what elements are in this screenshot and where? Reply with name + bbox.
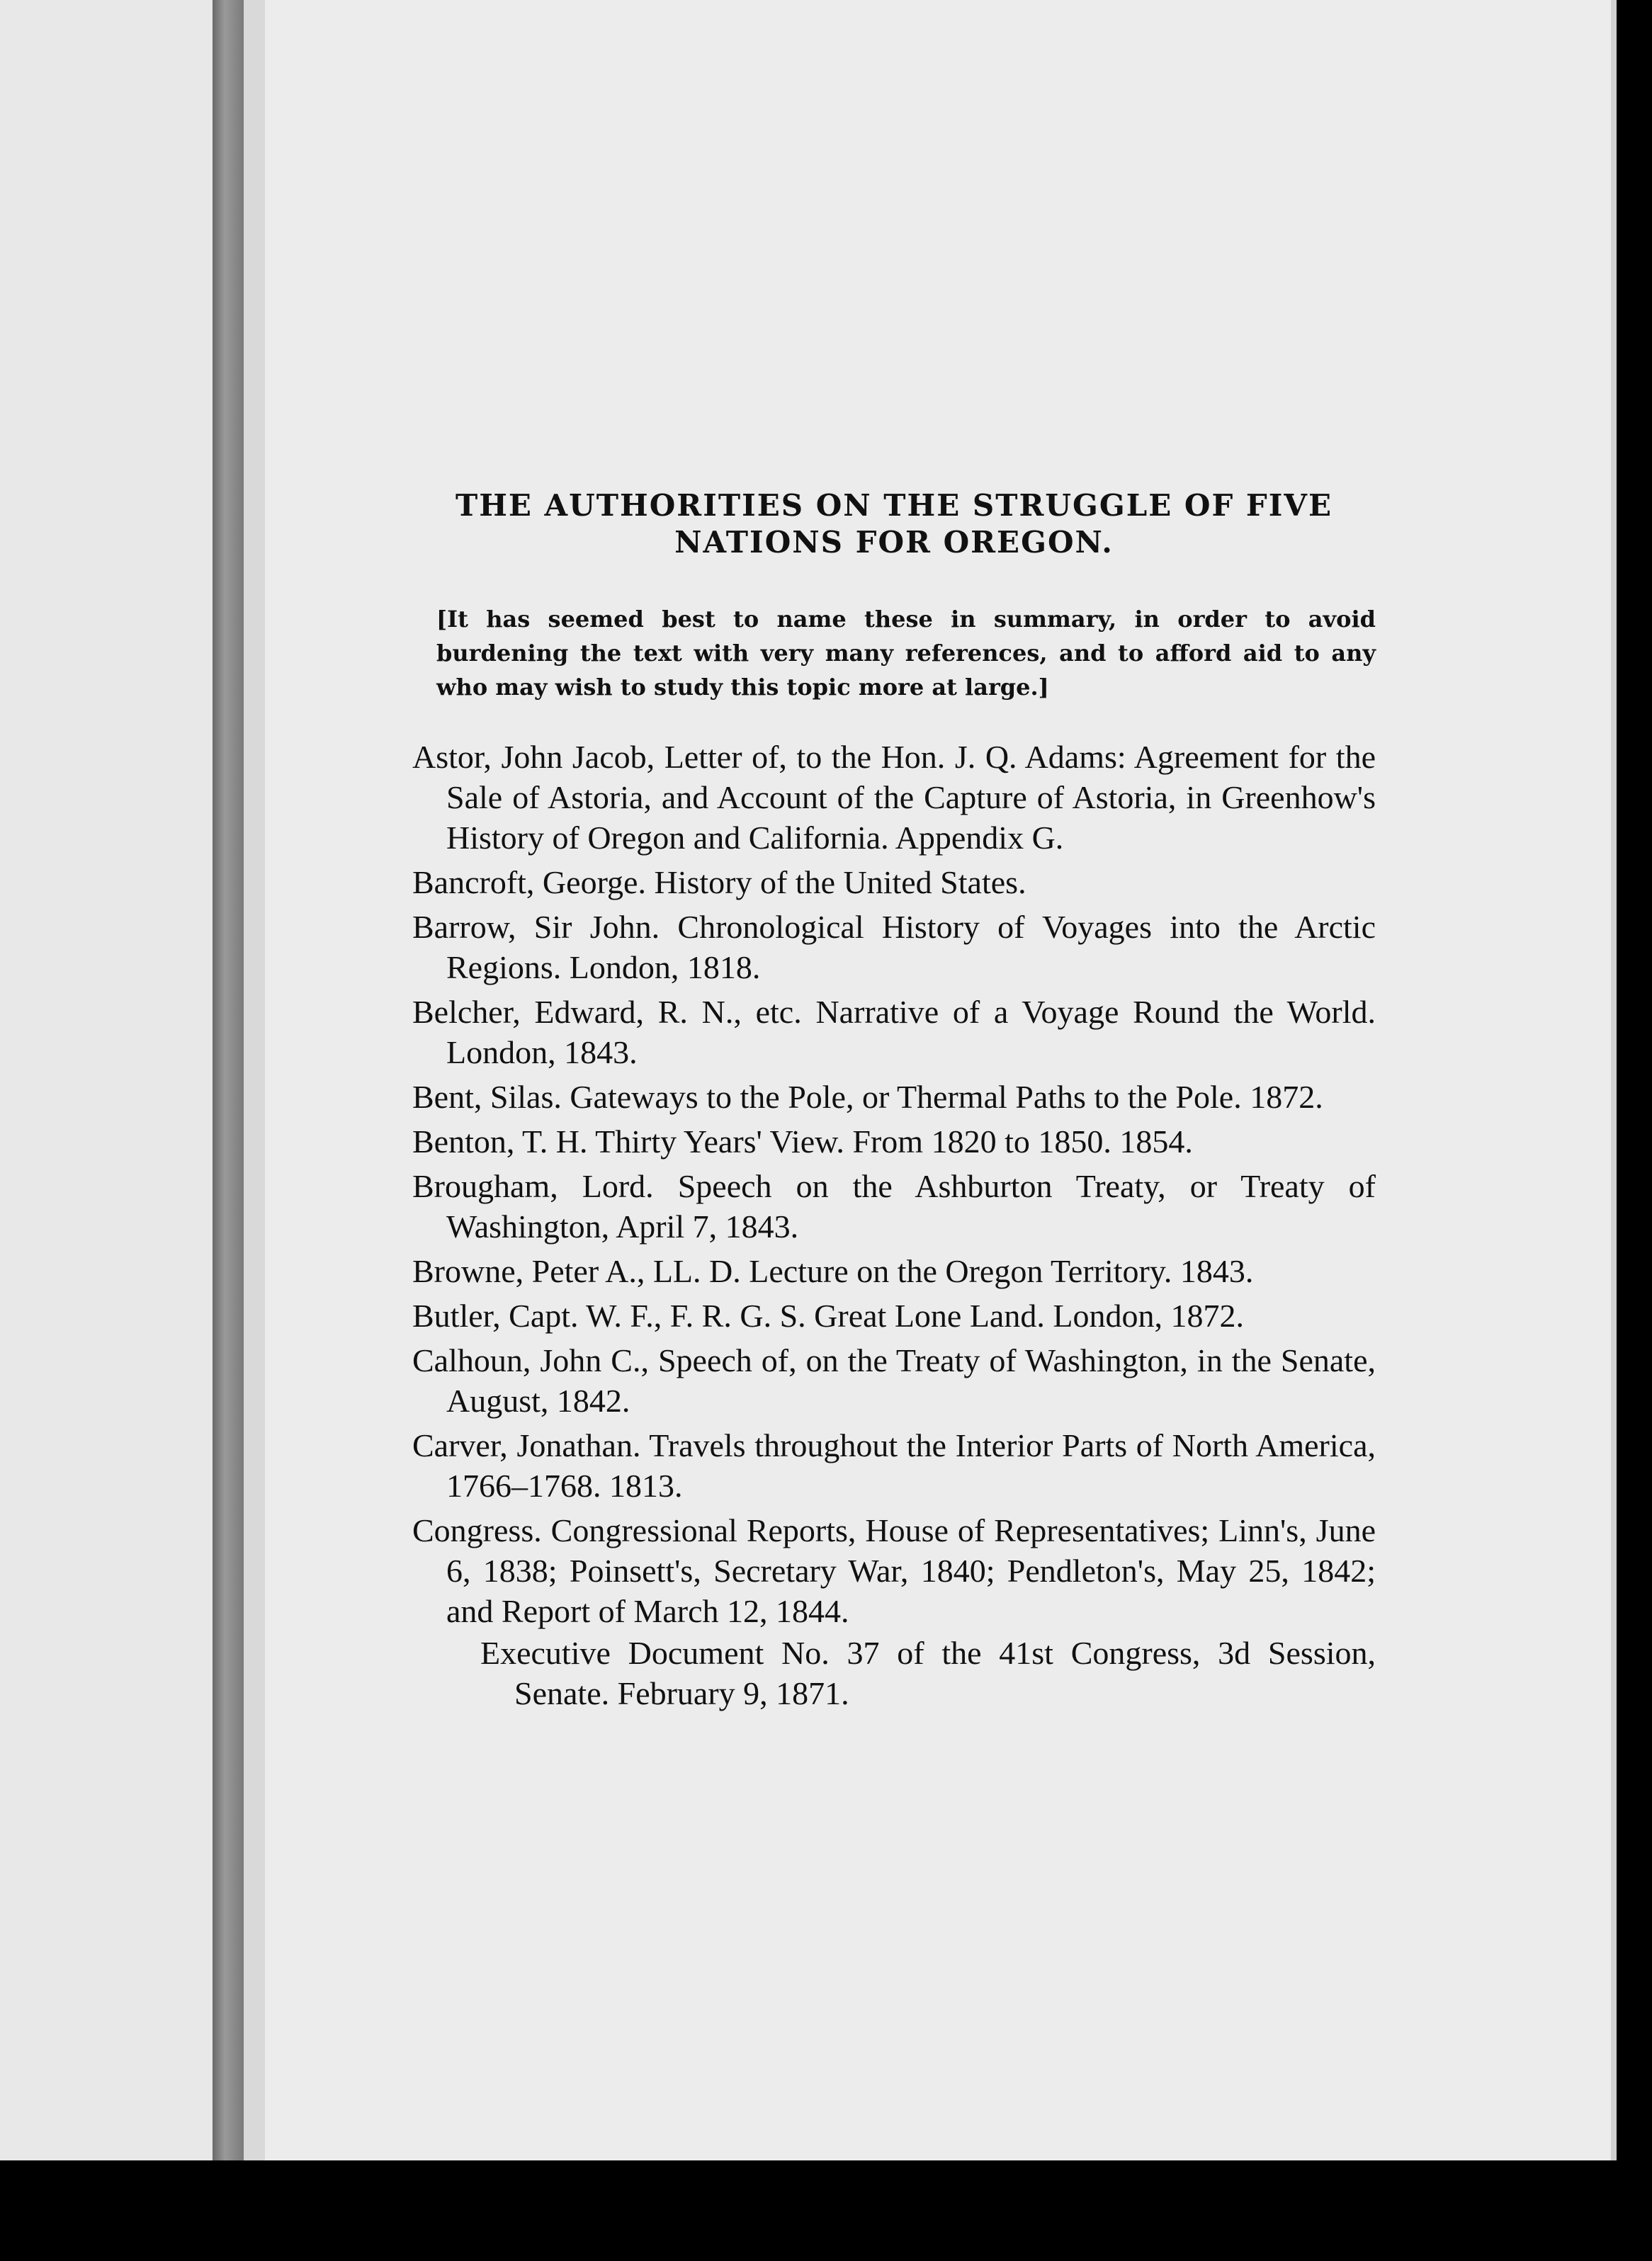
page-title [412, 487, 1376, 561]
bibliography-list [412, 737, 1376, 1713]
bibliography-entry: Bent, Silas. Gateways to the Pole, or Thermal Paths to the Pole. 1872. [412, 1079, 1323, 1115]
bibliography-entry: Benton, T. H. Thirty Years' View. From 1820 to 1850. 1854. [412, 1123, 1193, 1160]
bibliography-entry: Browne, Peter A., LL. D. Lecture on the Oregon Territory. 1843. [412, 1253, 1254, 1289]
right-edge [1617, 0, 1652, 2261]
bibliography-entry: Barrow, Sir John. Chronological History of Voyages into the Arctic Regions. London, 1818. [412, 909, 1376, 985]
bibliography-entry: Calhoun, John C., Speech of, on the Treaty of Washington, in the Senate, August, 1842. [412, 1342, 1376, 1419]
bibliography-entry: Bancroft, George. History of the United States. [412, 864, 1026, 900]
book-spine [213, 0, 244, 2160]
bibliography-entry: Astor, John Jacob, Letter of, to the Hon. J. Q. Adams: Agreement for the Sale of Astoria, and Account of the Capture of Astoria, in Greenhow's History of Oregon and California. Appendix G. [412, 739, 1376, 856]
bibliography-entry: Butler, Capt. W. F., F. R. G. S. Great Lone Land. London, 1872. [412, 1298, 1244, 1334]
bibliography-entry: Carver, Jonathan. Travels throughout the Interior Parts of North America, 1766–1768. 1813. [412, 1427, 1376, 1504]
page-content [412, 487, 1376, 1713]
title-line-2: NATIONS FOR OREGON. [674, 525, 1114, 560]
bibliography-entry: Congress. Congressional Reports, House of Representatives; Linn's, June 6, 1838; Poinsett's, Secretary War, 1840; Pendleton's, May 25, 1842; and Report of March 12, 1844. [412, 1512, 1376, 1629]
editorial-note: [It has seemed best to name these in summary, in order to avoid burdening the text with very many references, and to afford aid to any who may wish to study this topic more at large.] [436, 606, 1376, 701]
left-page-edge [0, 0, 213, 2160]
bibliography-entry: Brougham, Lord. Speech on the Ashburton Treaty, or Treaty of Washington, April 7, 1843. [412, 1168, 1376, 1245]
bibliography-subentry: Executive Document No. 37 of the 41st Congress, 3d Session, Senate. February 9, 1871. [480, 1635, 1376, 1711]
page-gutter [244, 0, 265, 2160]
bibliography-entry: Belcher, Edward, R. N., etc. Narrative of a Voyage Round the World. London, 1843. [412, 994, 1376, 1070]
title-line-1: THE AUTHORITIES ON THE STRUGGLE OF FIVE [455, 488, 1333, 523]
